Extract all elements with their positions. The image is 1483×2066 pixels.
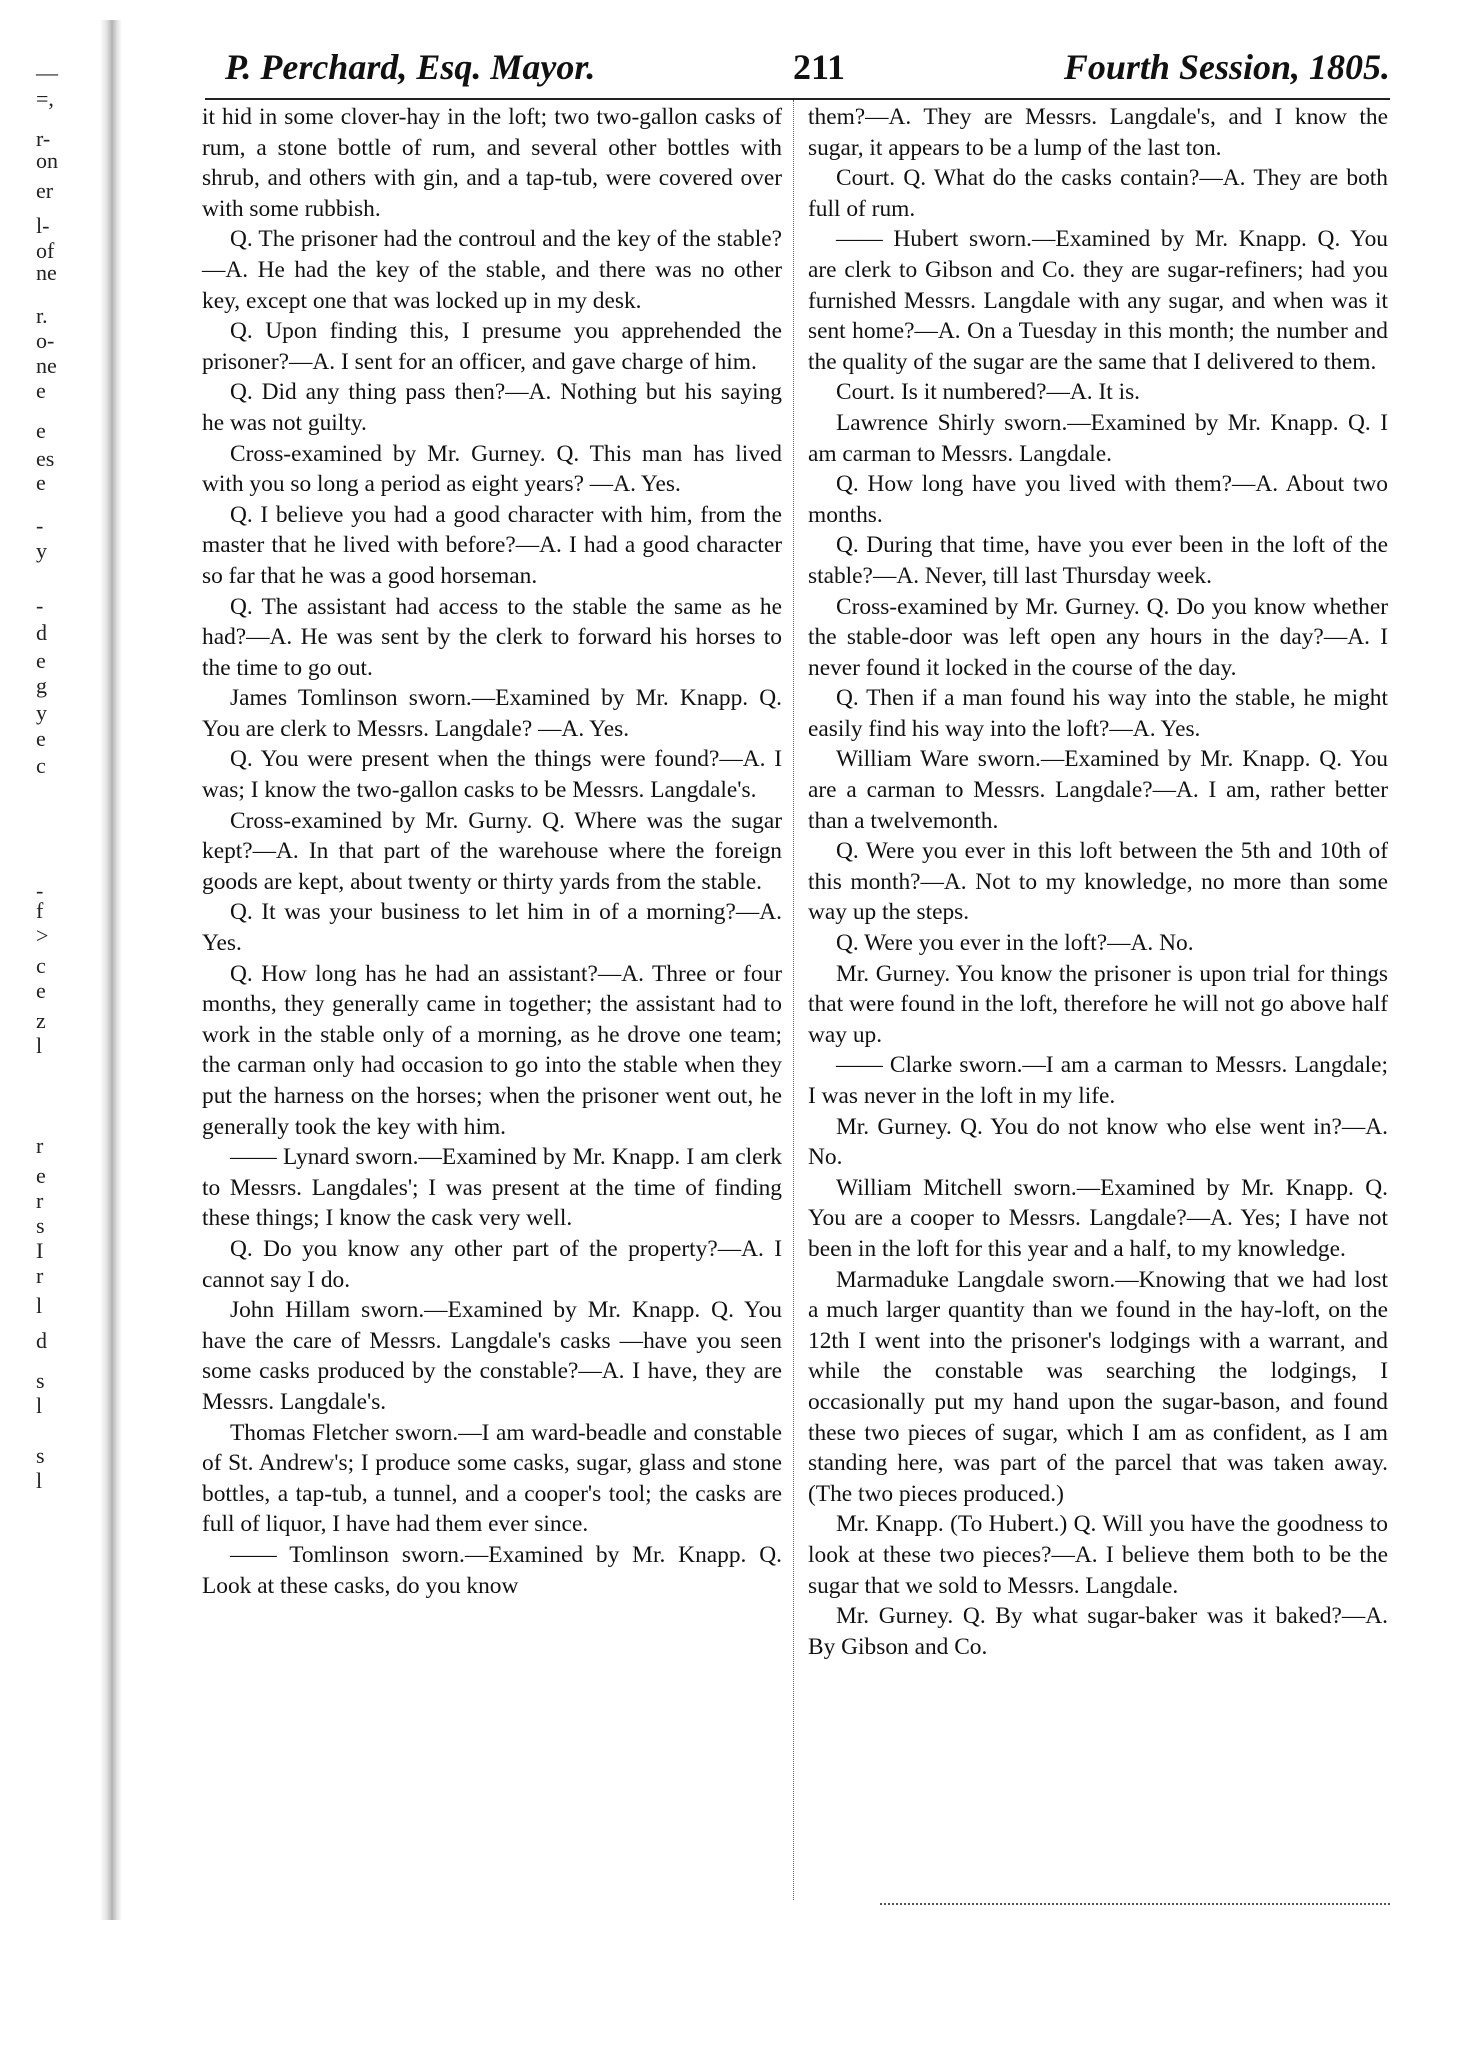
gutter-bleed-mark: z bbox=[36, 1008, 46, 1033]
gutter-bleed-mark: r. bbox=[36, 303, 48, 328]
left-column bbox=[202, 102, 782, 1601]
right-column bbox=[808, 102, 1388, 1662]
paragraph: Q. You were present when the things were found?—A. I was; I know the two-gallon casks to be Messrs. Langdale's. bbox=[202, 746, 782, 804]
paragraph: —— Tomlinson sworn.—Examined by Mr. Knapp. Q. Look at these casks, do you know bbox=[202, 1541, 782, 1599]
paragraph: William Ware sworn.—Examined by Mr. Knapp. Q. You are a carman to Messrs. Langdale?—A. I am, rather better than a twelvemonth. bbox=[808, 746, 1388, 834]
paragraph: Q. Were you ever in the loft?—A. No. bbox=[836, 930, 1194, 957]
gutter-bleed-mark: d bbox=[36, 620, 47, 645]
paragraph: Q. I believe you had a good character with him, from the master that he lived with before?—A. I had a good character so far that he was a good horseman. bbox=[202, 501, 782, 589]
paragraph: Mr. Gurney. Q. You do not know who else went in?—A. No. bbox=[808, 1113, 1388, 1171]
gutter-bleed-mark: =, bbox=[36, 86, 54, 111]
paragraph: them?—A. They are Messrs. Langdale's, and I know the sugar, it appears to be a lump of the last ton. bbox=[808, 104, 1388, 161]
gutter-bleed-mark: e bbox=[36, 1163, 46, 1188]
paragraph: William Mitchell sworn.—Examined by Mr. Knapp. Q. You are a cooper to Messrs. Langdale?—A. Yes; I have not been in the loft for this year and a half, to my knowledge. bbox=[808, 1174, 1388, 1262]
paragraph: Q. How long has he had an assistant?—A. Three or four months, they generally came in together; the assistant had to work in the stable only of a morning, as he drove one team; the carman only had occasion to go into the stable when they put the harness on the horses; when the prisoner went out, he generally took the key with him. bbox=[202, 960, 782, 1140]
gutter-bleed-mark: e bbox=[36, 978, 46, 1003]
gutter-bleed-mark: ne bbox=[36, 260, 57, 285]
gutter-bleed-mark: c bbox=[36, 953, 46, 978]
paragraph: Q. How long have you lived with them?—A. About two months. bbox=[808, 471, 1388, 528]
gutter-bleed-mark: e bbox=[36, 378, 46, 403]
paragraph: Q. During that time, have you ever been in the loft of the stable?—A. Never, till last Thursday week. bbox=[808, 532, 1388, 589]
gutter-bleed-mark: y bbox=[36, 700, 47, 725]
gutter-bleed-mark: g bbox=[36, 673, 47, 698]
gutter-bleed-mark: on bbox=[36, 148, 58, 173]
paragraph: Court. Q. What do the casks contain?—A. They are both full of rum. bbox=[808, 165, 1388, 222]
gutter-bleed-mark: o- bbox=[36, 328, 55, 353]
gutter-bleed-mark: r bbox=[36, 1188, 44, 1213]
gutter-bleed-mark: of bbox=[36, 238, 55, 263]
gutter-bleed-mark: > bbox=[36, 923, 49, 948]
gutter-bleed-mark: I bbox=[36, 1238, 44, 1263]
gutter-bleed-mark: l bbox=[36, 1468, 43, 1493]
paragraph: Q. Were you ever in this loft between the 5th and 10th of this month?—A. Not to my knowledge, no more than some way up the steps. bbox=[808, 838, 1388, 926]
gutter-bleed-mark: e bbox=[36, 726, 46, 751]
header-session: Fourth Session, 1805. bbox=[1063, 47, 1390, 87]
gutter-bleed-mark: e bbox=[36, 470, 46, 495]
column-divider bbox=[793, 100, 795, 1900]
paragraph: Q. Then if a man found his way into the stable, he might easily find his way into the loft?—A. Yes. bbox=[808, 685, 1388, 742]
header-rule bbox=[205, 98, 1390, 100]
gutter-bleed-mark: e bbox=[36, 418, 46, 443]
paragraph: Q. The assistant had access to the stable the same as he had?—A. He was sent by the clerk to forward his horses to the time to go out. bbox=[202, 593, 782, 681]
gutter-bleed-mark: y bbox=[36, 538, 47, 563]
left-page-gutter bbox=[0, 0, 120, 1920]
paragraph: Thomas Fletcher sworn.—I am ward-beadle and constable of St. Andrew's; I produce some casks, sugar, glass and stone bottles, a tap-tub, a tunnel, and a cooper's tool; the casks are full of liquor, I have had them ever since. bbox=[202, 1419, 782, 1538]
running-header bbox=[205, 46, 1390, 96]
paragraph: —— Clarke sworn.—I am a carman to Messrs. Langdale; I was never in the loft in my life. bbox=[808, 1052, 1388, 1109]
paragraph: Q. The prisoner had the controul and the key of the stable?—A. He had the key of the stable, and there was no other key, except one that was locked up in my desk. bbox=[202, 226, 782, 314]
gutter-bleed-mark: s bbox=[36, 1443, 45, 1468]
gutter-bleed-mark: e bbox=[36, 648, 46, 673]
gutter-bleed-mark: — bbox=[36, 60, 58, 85]
gutter-bleed-mark: l bbox=[36, 1033, 43, 1058]
paragraph: Marmaduke Langdale sworn.—Knowing that we had lost a much larger quantity than we found in the hay-loft, on the 12th I went into the prisoner's lodgings with a warrant, and while the constable was searching the lodgings, I occasionally put my hand upon the sugar-bason, and found these two pieces of sugar, which I am as confident, as I am standing here, was part of the parcel that was taken away. (The two pieces produced.) bbox=[808, 1266, 1388, 1507]
paragraph: Q. Did any thing pass then?—A. Nothing but his saying he was not guilty. bbox=[202, 379, 782, 436]
gutter-bleed-mark: l bbox=[36, 1293, 43, 1318]
paragraph: John Hillam sworn.—Examined by Mr. Knapp. Q. You have the care of Messrs. Langdale's casks —have you seen some casks produced by the constable?—A. I have, they are Messrs. Langdale's. bbox=[202, 1297, 782, 1415]
paragraph: Cross-examined by Mr. Gurney. Q. This man has lived with you so long a period as eight years? —A. Yes. bbox=[202, 440, 782, 498]
paragraph: Lawrence Shirly sworn.—Examined by Mr. Knapp. Q. I am carman to Messrs. Langdale. bbox=[808, 409, 1388, 467]
paragraph: —— Lynard sworn.—Examined by Mr. Knapp. I am clerk to Messrs. Langdales'; I was present at the time of finding these things; I know the cask very well. bbox=[202, 1144, 782, 1232]
paragraph: Cross-examined by Mr. Gurny. Q. Where was the sugar kept?—A. In that part of the warehouse where the foreign goods are kept, about twenty or thirty yards from the stable. bbox=[202, 807, 782, 895]
gutter-bleed-mark: r bbox=[36, 1263, 44, 1288]
gutter-bleed-mark: - bbox=[36, 593, 44, 618]
gutter-bleed-mark: f bbox=[36, 898, 44, 923]
gutter-bleed-mark: es bbox=[36, 446, 55, 471]
header-mayor: P. Perchard, Esq. Mayor. bbox=[225, 47, 596, 87]
gutter-bleed-mark: s bbox=[36, 1213, 45, 1238]
gutter-bleed-mark: ne bbox=[36, 353, 57, 378]
gutter-bleed-mark: er bbox=[36, 178, 54, 203]
paragraph: it hid in some clover-hay in the loft; two two-gallon casks of rum, a stone bottle of rum, and several other bottles with shrub, and others with gin, and a tap-tub, were covered over with some rubbish. bbox=[202, 104, 782, 222]
book-spine-shadow bbox=[100, 20, 122, 1920]
gutter-bleed-mark: r- bbox=[36, 126, 51, 151]
paragraph: James Tomlinson sworn.—Examined by Mr. Knapp. Q. You are clerk to Messrs. Langdale? —A. Yes. bbox=[202, 685, 782, 742]
paragraph: Cross-examined by Mr. Gurney. Q. Do you know whether the stable-door was left open any hours in the day?—A. I never found it locked in the course of the day. bbox=[808, 593, 1388, 681]
gutter-bleed-mark: - bbox=[36, 878, 44, 903]
paragraph: Court. Is it numbered?—A. It is. bbox=[836, 379, 1141, 406]
gutter-bleed-mark: c bbox=[36, 753, 46, 778]
gutter-bleed-mark: d bbox=[36, 1328, 47, 1353]
gutter-bleed-mark: s bbox=[36, 1368, 45, 1393]
paragraph: Mr. Knapp. (To Hubert.) Q. Will you have the goodness to look at these two pieces?—A. I believe them both to be the sugar that we sold to Messrs. Langdale. bbox=[808, 1511, 1388, 1599]
gutter-bleed-mark: l- bbox=[36, 213, 50, 238]
paragraph: Q. Upon finding this, I presume you apprehended the prisoner?—A. I sent for an officer, and gave charge of him. bbox=[202, 318, 782, 375]
paragraph: Q. It was your business to let him in of a morning?—A. Yes. bbox=[202, 899, 782, 957]
gutter-bleed-mark: - bbox=[36, 513, 44, 538]
paragraph: Mr. Gurney. You know the prisoner is upon trial for things that were found in the loft, therefore he will not go above half way up. bbox=[808, 960, 1388, 1048]
page-number: 211 bbox=[793, 47, 846, 87]
paragraph: —— Hubert sworn.—Examined by Mr. Knapp. Q. You are clerk to Gibson and Co. they are sugar-refiners; had you furnished Messrs. Langdale with any sugar, and when was it sent home?—A. On a Tuesday in this month; the number and the quality of the sugar are the same that I delivered to them. bbox=[808, 226, 1388, 375]
gutter-bleed-mark: l bbox=[36, 1393, 43, 1418]
paragraph: Mr. Gurney. Q. By what sugar-baker was it baked?—A. By Gibson and Co. bbox=[808, 1603, 1388, 1660]
gutter-bleed-mark: r bbox=[36, 1133, 44, 1158]
footer-rule bbox=[880, 1903, 1390, 1905]
paragraph: Q. Do you know any other part of the property?—A. I cannot say I do. bbox=[202, 1235, 782, 1293]
